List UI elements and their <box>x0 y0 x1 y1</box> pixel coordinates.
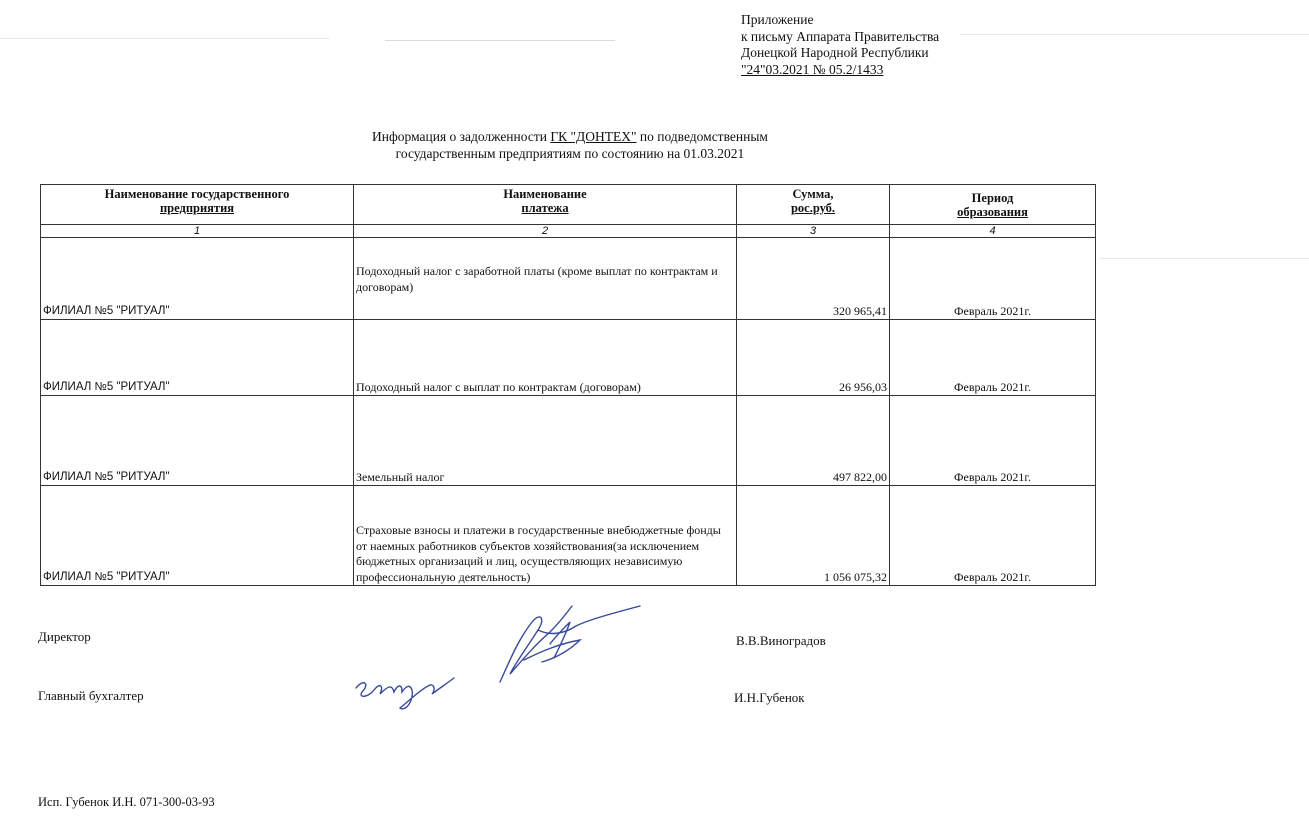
column-number: 1 <box>41 225 354 238</box>
director-signature <box>480 600 650 690</box>
title-suffix: по подведомственным <box>636 129 768 144</box>
accountant-label: Главный бухгалтер <box>38 688 144 703</box>
header-payment: Наименование платежа <box>354 185 737 225</box>
appendix-line: Донецкой Народной Республики <box>741 45 929 60</box>
title-line2: государственным предприятиям по состоянию на 01.03.2021 <box>395 146 745 161</box>
title-company: ГК "ДОНТЕХ" <box>550 129 637 144</box>
period-cell: Февраль 2021г. <box>890 486 1096 586</box>
header-organization: Наименование государственного предприятия <box>41 185 354 225</box>
amount-cell: 497 822,00 <box>737 396 890 486</box>
column-number: 2 <box>354 225 737 238</box>
debt-table <box>40 184 1096 586</box>
scan-artifact-line <box>960 34 1309 35</box>
column-number: 3 <box>737 225 890 238</box>
appendix-block <box>741 12 939 78</box>
period-cell: Февраль 2021г. <box>890 320 1096 396</box>
table-row <box>41 486 1096 586</box>
amount-cell: 26 956,03 <box>737 320 890 396</box>
organization-cell: ФИЛИАЛ №5 "РИТУАЛ" <box>41 396 354 486</box>
appendix-letter-ref: "24"03.2021 № 05.2/1433 <box>741 61 884 77</box>
payment-cell: Подоходный налог с заработной платы (кроме выплат по контрактам и договорам) <box>354 238 737 320</box>
organization-cell: ФИЛИАЛ №5 "РИТУАЛ" <box>41 320 354 396</box>
payment-cell: Подоходный налог с выплат по контрактам (договорам) <box>354 320 737 396</box>
table-row <box>41 320 1096 396</box>
amount-cell: 1 056 075,32 <box>737 486 890 586</box>
payment-cell: Страховые взносы и платежи в государственные внебюджетные фонды от наемных работников субъектов хозяйствования(за исключением бюджетных организаций и лиц, осуществляющих независимую профессиональную деятельность) <box>354 486 737 586</box>
organization-cell: ФИЛИАЛ №5 "РИТУАЛ" <box>41 238 354 320</box>
appendix-line: к письму Аппарата Правительства <box>741 28 940 44</box>
title-prefix: Информация о задолженности <box>372 129 551 144</box>
column-number-row <box>41 225 1096 238</box>
table-row <box>41 396 1096 486</box>
director-name: В.В.Виноградов <box>736 633 826 648</box>
scan-artifact-line <box>385 40 615 41</box>
document-title <box>330 128 810 162</box>
header-period: Период образования <box>890 185 1096 225</box>
amount-cell: 320 965,41 <box>737 238 890 320</box>
accountant-signature <box>350 660 470 715</box>
period-cell: Февраль 2021г. <box>890 396 1096 486</box>
director-label: Директор <box>38 629 91 644</box>
executor-footer: Исп. Губенок И.Н. 071-300-03-93 <box>38 795 215 809</box>
appendix-line: Приложение <box>741 12 814 27</box>
accountant-name: И.Н.Губенок <box>734 690 805 705</box>
period-cell: Февраль 2021г. <box>890 238 1096 320</box>
scan-artifact-line <box>0 38 330 39</box>
header-amount: Сумма, рос.руб. <box>737 185 890 225</box>
organization-cell: ФИЛИАЛ №5 "РИТУАЛ" <box>41 486 354 586</box>
table-header-row <box>41 185 1096 225</box>
scan-artifact-line <box>1100 258 1309 259</box>
column-number: 4 <box>890 225 1096 238</box>
table-row <box>41 238 1096 320</box>
payment-cell: Земельный налог <box>354 396 737 486</box>
